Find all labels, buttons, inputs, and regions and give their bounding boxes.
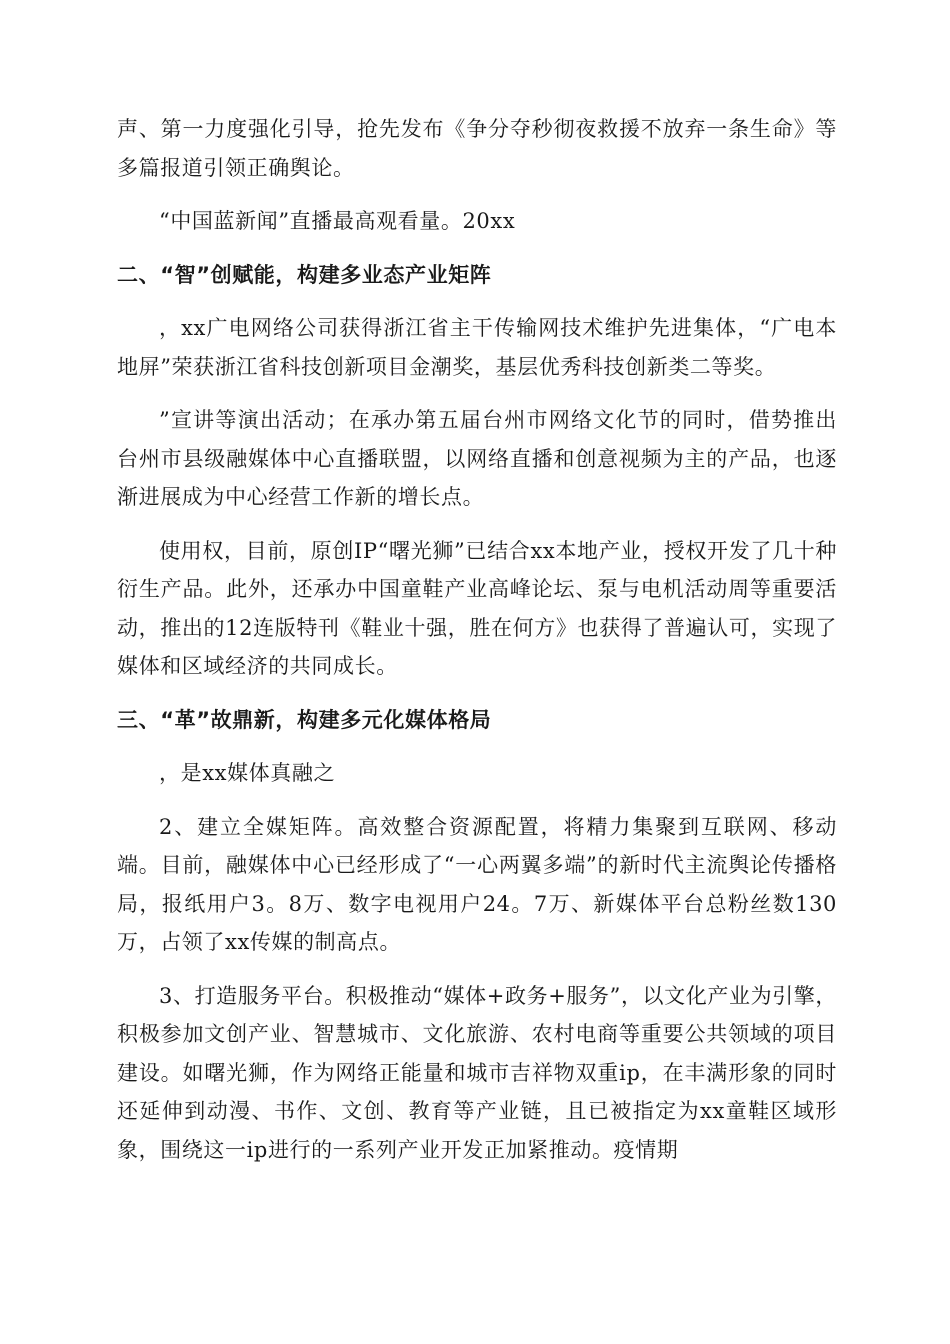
paragraph-events: ”宣讲等演出活动；在承办第五届台州市网络文化节的同时，借势推出台州市县级融媒体中心直播联盟，以网络直播和创意视频为主的产品，也逐渐进展成为中心经营工作新的增长点。 <box>117 408 837 509</box>
paragraph-media-fusion: ，是xx媒体真融之 <box>159 761 336 785</box>
paragraph-ip-licensing: 使用权，目前，原创IP“曙光狮”已结合xx本地产业，授权开发了几十种衍生产品。此外，还承办中国童鞋产业高峰论坛、泵与电机活动周等重要活动，推出的12连版特刊《鞋业十强，胜在何方》也获得了普遍认可，实现了媒体和区域经济的共同成长。 <box>117 538 837 678</box>
paragraph-media-matrix: 2、建立全媒矩阵。高效整合资源配置，将精力集聚到互联网、移动端。目前，融媒体中心已经形成了“一心两翼多端”的新时代主流舆论传播格局，报纸用户3。8万、数字电视用户24。7万、新媒体平台总粉丝数130万，占领了xx传媒的制高点。 <box>117 814 837 954</box>
paragraph-service-platform: 3、打造服务平台。积极推动“媒体+政务+服务”，以文化产业为引擎，积极参加文创产业、智慧城市、文化旅游、农村电商等重要公共领域的项目建设。如曙光狮，作为网络正能量和城市吉祥物双重ip，在丰满形象的同时还延伸到动漫、书作、文创、教育等产业链，且已被指定为xx童鞋区域形象，围绕这一ip进行的一系列产业开发正加紧推动。疫情期 <box>117 983 837 1162</box>
section-heading-two: 二、“智”创赋能，构建多业态产业矩阵 <box>117 262 492 287</box>
paragraph-awards: ，xx广电网络公司获得浙江省主干传输网技术维护先进集体，“广电本地屏”荣获浙江省科技创新项目金潮奖，基层优秀科技创新类二等奖。 <box>117 316 837 379</box>
document-body <box>117 110 837 1184</box>
paragraph-continuation: 声、第一力度强化引导，抢先发布《争分夺秒彻夜救援不放弃一条生命》等多篇报道引领正确舆论。 <box>117 117 837 180</box>
section-heading-three: 三、“革”故鼎新，构建多元化媒体格局 <box>117 707 492 732</box>
paragraph-live-views: “中国蓝新闻”直播最高观看量。20xx <box>159 209 516 233</box>
